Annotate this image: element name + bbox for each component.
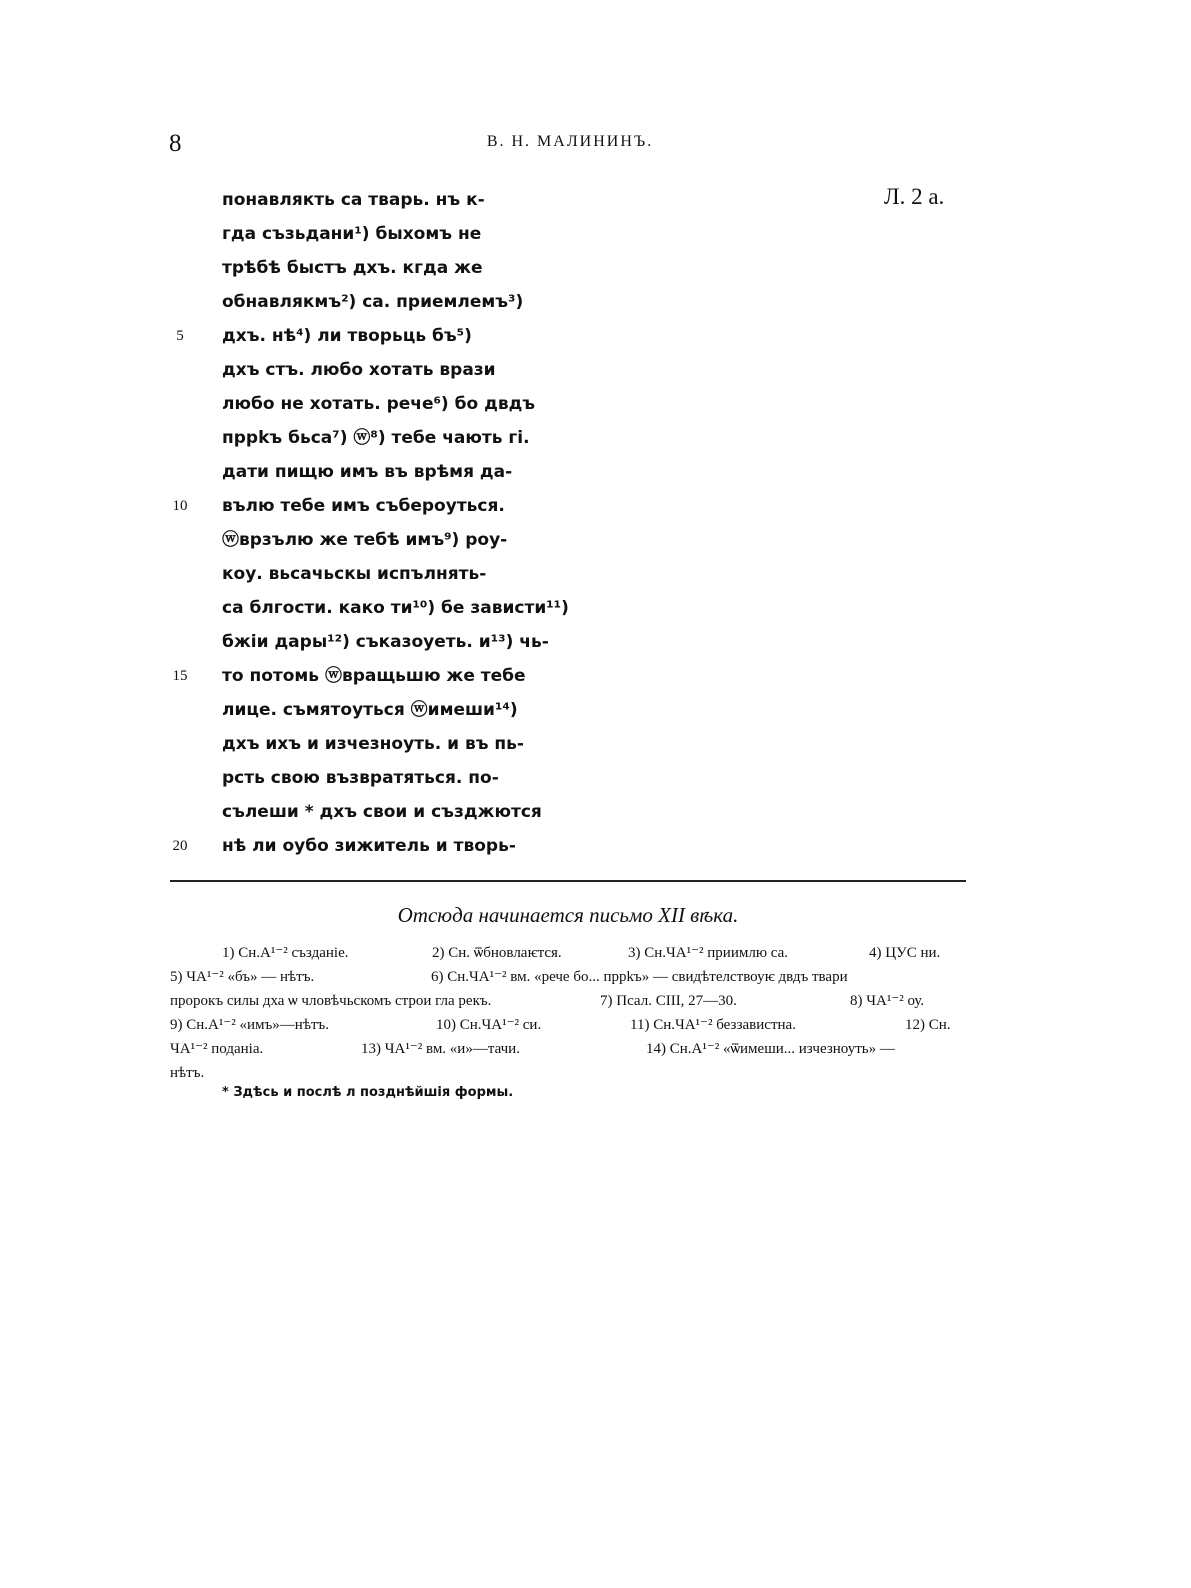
- text-line: лице. съмятоуться ⓦимеши¹⁴): [222, 700, 518, 720]
- line-number: 10: [172, 498, 188, 514]
- text-line: понавлякть са тварь. нъ к-: [222, 190, 485, 210]
- footnote: ЧА¹⁻² поданiа.: [170, 1041, 264, 1057]
- line-number: 20: [172, 838, 188, 854]
- asterisk-note: * Здѣсь и послѣ л позднѣйшiя формы.: [222, 1085, 514, 1100]
- footnote: 3) Сн.ЧА¹⁻² приимлю са.: [628, 945, 789, 961]
- footnote: 14) Сн.А¹⁻² «ѿимеши... изчезноуть» —: [646, 1041, 895, 1057]
- text-line: трѣбѣ быстъ дхъ. кгда же: [222, 258, 483, 278]
- footnote: 13) ЧА¹⁻² вм. «и»—тачи.: [361, 1041, 520, 1057]
- running-head: В. Н. МАЛИНИНЪ.: [486, 133, 654, 150]
- page-number: 8: [169, 130, 182, 157]
- footnote: 4) ЦУС ни.: [869, 945, 941, 961]
- text-line: дхъ. нѣ⁴) ли творьць бъ⁵): [222, 326, 472, 346]
- line-number: 5: [176, 328, 184, 344]
- text-line: коу. вьсачьскы испълнять-: [222, 564, 487, 584]
- footnote: 2) Сн. ѿбновлаѥтся.: [432, 945, 562, 961]
- text-line: гда съзьдани¹) быхомъ не: [222, 224, 482, 244]
- folio-reference: Л. 2 а.: [884, 184, 945, 209]
- footnote: 12) Сн.: [905, 1017, 951, 1033]
- text-line: дати пищю имъ въ врѣмя да-: [222, 462, 513, 482]
- text-line: вълю тебе имъ събероуться.: [222, 496, 505, 516]
- footnote: 6) Сн.ЧА¹⁻² вм. «рече бо... пррkъ» — свидѣтелствоуѥ двдъ твари: [431, 969, 848, 985]
- text-line: рсть свою възвратяться. по-: [222, 768, 499, 788]
- footnote: 11) Сн.ЧА¹⁻² беззавистна.: [630, 1017, 796, 1033]
- footnote: 10) Сн.ЧА¹⁻² си.: [436, 1017, 542, 1033]
- footnote: 5) ЧА¹⁻² «бъ» — нѣтъ.: [170, 969, 315, 985]
- text-line: то потомь ⓦвращьшю же тебе: [222, 666, 526, 686]
- text-line: дхъ ихъ и изчезноуть. и въ пь-: [222, 734, 524, 754]
- footnote: 9) Сн.А¹⁻² «имъ»—нѣтъ.: [170, 1017, 330, 1033]
- footnote: 1) Сн.А¹⁻² създанiе.: [222, 945, 349, 961]
- text-line: любо не хотать. рече⁶) бо двдъ: [222, 394, 536, 414]
- footnote-divider: [170, 880, 966, 882]
- text-line: обнавлякмъ²) са. приемлемъ³): [222, 292, 524, 312]
- footnote: пророкъ силы дха ѡ чловѣчьскомъ строи гла рекъ.: [170, 993, 492, 1009]
- text-line: пррkъ бьсa⁷) ⓦ⁸) тебе чають гi.: [222, 428, 530, 448]
- text-line: ⓦврзълю же тебѣ имъ⁹) роу-: [222, 530, 508, 550]
- line-number: 15: [172, 668, 188, 684]
- footnote: 8) ЧА¹⁻² оу.: [850, 993, 925, 1009]
- footnote: нѣтъ.: [170, 1065, 205, 1081]
- text-line: дхъ стъ. любо хотать врази: [222, 360, 496, 380]
- text-line: бжiи дары¹²) съказоуеть. и¹³) чь-: [222, 632, 549, 652]
- section-title: Отсюда начинается письмо XII вѣка.: [397, 903, 739, 927]
- text-line: сълеши * дхъ свои и създжются: [222, 802, 542, 822]
- text-line: са блгости. како ти¹⁰) бе зависти¹¹): [222, 598, 569, 618]
- text-line: нѣ ли оубо зижитель и творь-: [222, 836, 516, 856]
- footnote: 7) Псал. CIII, 27—30.: [600, 993, 737, 1009]
